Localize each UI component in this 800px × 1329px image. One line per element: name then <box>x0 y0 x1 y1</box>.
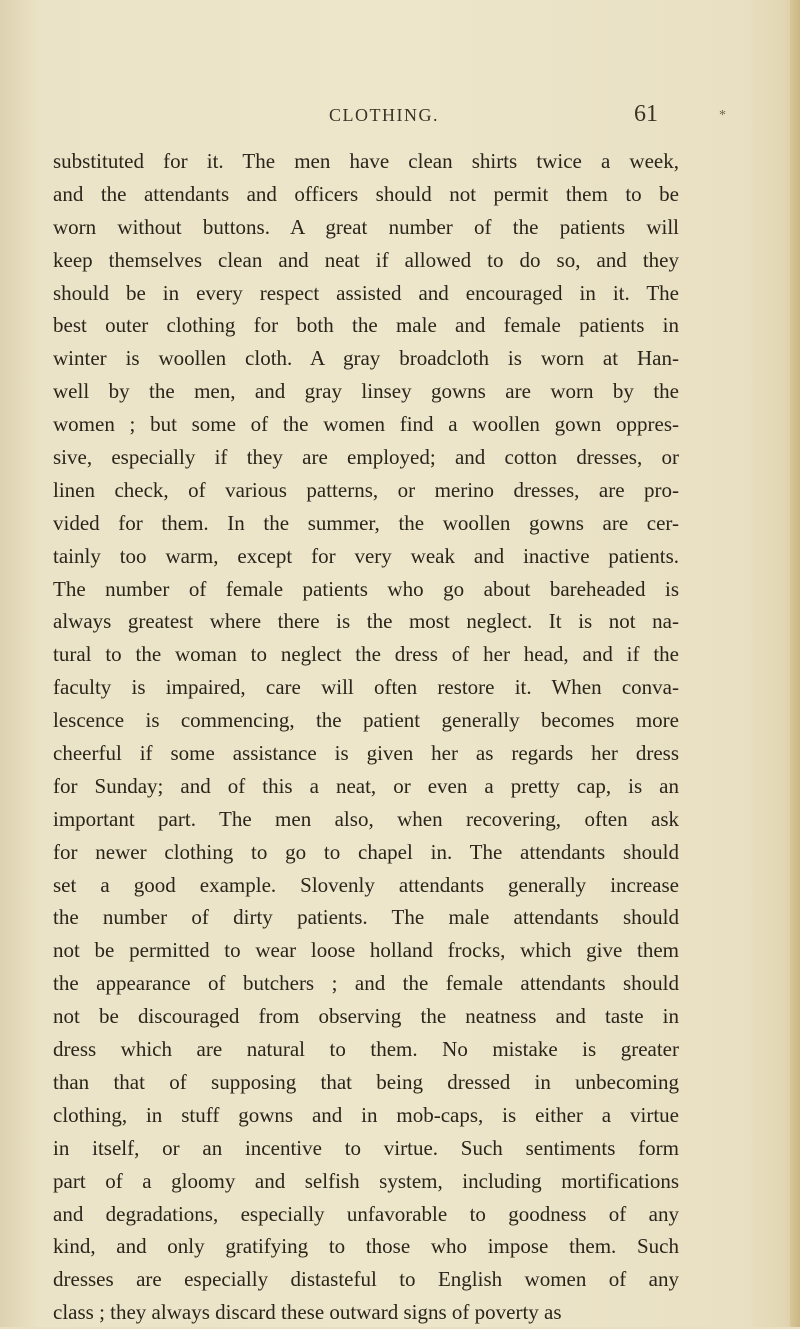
text-line: the number of dirty patients. The male attendants should <box>53 905 679 930</box>
text-line: part of a gloomy and selfish system, including mortifications <box>53 1168 679 1193</box>
text-line: winter is woollen cloth. A gray broadcloth is worn at Han- <box>53 346 679 371</box>
text-line: dress which are natural to them. No mistake is greater <box>53 1037 679 1062</box>
text-line: lescence is commencing, the patient generally becomes more <box>53 708 679 733</box>
text-line: not be discouraged from observing the neatness and taste in <box>53 1004 679 1029</box>
text-line: not be permitted to wear loose holland frocks, which give them <box>53 938 679 963</box>
text-line: in itself, or an incentive to virtue. Such sentiments form <box>53 1135 679 1160</box>
page-header <box>0 103 800 133</box>
text-line: for newer clothing to go to chapel in. The attendants should <box>53 839 679 864</box>
text-line: women ; but some of the women find a woollen gown oppres- <box>53 412 679 437</box>
text-line: linen check, of various patterns, or merino dresses, are pro- <box>53 477 679 502</box>
body-text <box>53 145 679 1329</box>
text-line: best outer clothing for both the male and female patients in <box>53 313 679 338</box>
text-line: well by the men, and gray linsey gowns are worn by the <box>53 379 679 404</box>
running-head: CLOTHING. <box>329 105 439 125</box>
text-line: for Sunday; and of this a neat, or even a pretty cap, is an <box>53 773 679 798</box>
text-line: keep themselves clean and neat if allowed to do so, and they <box>53 247 679 272</box>
text-line: The number of female patients who go about bareheaded is <box>53 576 679 601</box>
text-line: class ; they always discard these outward signs of poverty as <box>53 1300 562 1325</box>
text-line: and degradations, especially unfavorable to goodness of any <box>53 1201 679 1226</box>
text-line: vided for them. In the summer, the woollen gowns are cer- <box>53 510 679 535</box>
text-line: tural to the woman to neglect the dress of her head, and if the <box>53 642 679 667</box>
text-line: dresses are especially distasteful to English women of any <box>53 1267 679 1292</box>
text-line: always greatest where there is the most neglect. It is not na- <box>53 609 679 634</box>
text-line: worn without buttons. A great number of the patients will <box>53 214 679 239</box>
text-line: tainly too warm, except for very weak and inactive patients. <box>53 543 679 568</box>
page-edge <box>790 0 800 1327</box>
text-line: the appearance of butchers ; and the female attendants should <box>53 971 679 996</box>
margin-mark: * <box>719 108 726 123</box>
text-line: kind, and only gratifying to those who impose them. Such <box>53 1234 679 1259</box>
text-line: set a good example. Slovenly attendants generally increase <box>53 872 679 897</box>
text-line: cheerful if some assistance is given her as regards her dress <box>53 741 679 766</box>
text-line: than that of supposing that being dressed in unbecoming <box>53 1069 679 1094</box>
text-line: and the attendants and officers should not permit them to be <box>53 181 679 206</box>
text-line: faculty is impaired, care will often restore it. When conva- <box>53 675 679 700</box>
page-number: 61 <box>634 101 658 127</box>
text-line: clothing, in stuff gowns and in mob-caps, is either a virtue <box>53 1102 679 1127</box>
text-line: substituted for it. The men have clean shirts twice a week, <box>53 149 679 173</box>
text-line: sive, especially if they are employed; and cotton dresses, or <box>53 445 679 470</box>
text-line: should be in every respect assisted and encouraged in it. The <box>53 280 679 305</box>
text-line: important part. The men also, when recovering, often ask <box>53 806 679 831</box>
